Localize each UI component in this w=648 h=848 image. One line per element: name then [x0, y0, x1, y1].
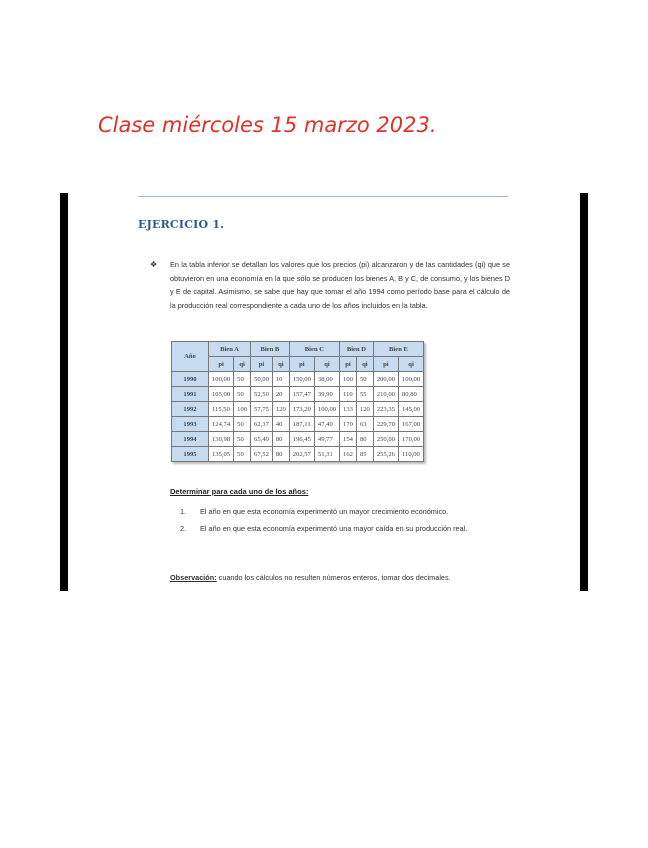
subheader: qi	[356, 357, 373, 372]
year-cell: 1993	[172, 417, 209, 432]
group-header: Bien B	[251, 342, 290, 357]
subheader: pi	[340, 357, 357, 372]
value-cell: 150,00	[289, 372, 314, 387]
group-header: Bien A	[209, 342, 251, 357]
goods-table	[171, 341, 424, 462]
value-cell: 120	[356, 402, 373, 417]
year-cell: 1991	[172, 387, 209, 402]
value-cell: 200,00	[373, 372, 398, 387]
value-cell: 62,37	[251, 417, 273, 432]
table-subheader-row	[172, 357, 424, 372]
value-cell: 100	[234, 402, 251, 417]
tasks-list	[180, 503, 510, 537]
intro-paragraph: En la tabla inferior se detallan los valores que los precios (pi) alcanzaron y de las cantidades (qi) que se obtuvieron en una economía en la que sólo se producen los bienes A, B y C, de consumo, y los bienes D y E de capital. Asimismo, se sabe que hay que tomar el año 1994 como período base para el cálculo de la producción real correspondiente a cada uno de los años incluidos en la tabla.	[170, 260, 510, 310]
table-row	[172, 372, 424, 387]
subheader: qi	[234, 357, 251, 372]
table-row	[172, 432, 424, 447]
handwritten-note-text: Clase miércoles 15 marzo 2023.	[98, 113, 437, 137]
value-cell: 50	[234, 447, 251, 462]
value-cell: 50,00	[251, 372, 273, 387]
value-cell: 80	[272, 447, 289, 462]
value-cell: 49,77	[314, 432, 339, 447]
value-cell: 250,00	[373, 432, 398, 447]
observation-text: cuando los cálculos no resulten números enteros, tomar dos decimales.	[216, 573, 451, 582]
value-cell: 105,00	[209, 387, 234, 402]
page-edge-right	[580, 193, 588, 591]
handwritten-note	[96, 104, 456, 144]
diamond-bullet-icon: ❖	[150, 260, 158, 269]
value-cell: 80	[356, 432, 373, 447]
header-rule	[138, 196, 508, 197]
value-cell: 100,00	[314, 402, 339, 417]
value-cell: 255,26	[373, 447, 398, 462]
value-cell: 130,98	[209, 432, 234, 447]
subheader: pi	[209, 357, 234, 372]
value-cell: 167,00	[398, 417, 423, 432]
value-cell: 50	[234, 387, 251, 402]
item-number: 2.	[180, 524, 187, 533]
year-cell: 1990	[172, 372, 209, 387]
table-row	[172, 402, 424, 417]
table-row	[172, 417, 424, 432]
value-cell: 20	[272, 387, 289, 402]
value-cell: 50	[234, 417, 251, 432]
value-cell: 100,00	[209, 372, 234, 387]
value-cell: 100,00	[398, 372, 423, 387]
value-cell: 223,35	[373, 402, 398, 417]
table-body	[172, 372, 424, 462]
value-cell: 52,50	[251, 387, 273, 402]
value-cell: 63	[356, 417, 373, 432]
value-cell: 110	[340, 387, 357, 402]
value-cell: 173,20	[289, 402, 314, 417]
value-cell: 40	[272, 417, 289, 432]
table-header-row	[172, 342, 424, 357]
subheader: pi	[251, 357, 273, 372]
value-cell: 202,57	[289, 447, 314, 462]
table-row	[172, 387, 424, 402]
value-cell: 154	[340, 432, 357, 447]
value-cell: 80,80	[398, 387, 423, 402]
value-cell: 187,11	[289, 417, 314, 432]
value-cell: 39,90	[314, 387, 339, 402]
value-cell: 170,00	[398, 432, 423, 447]
value-cell: 135,05	[209, 447, 234, 462]
value-cell: 10	[272, 372, 289, 387]
observation	[170, 573, 451, 582]
value-cell: 162	[340, 447, 357, 462]
value-cell: 38,00	[314, 372, 339, 387]
value-cell: 50	[234, 372, 251, 387]
group-header: Bien D	[340, 342, 374, 357]
value-cell: 50	[234, 432, 251, 447]
value-cell: 120	[272, 402, 289, 417]
item-text: El año en que esta economía experimentó un mayor crecimiento económico.	[200, 507, 449, 516]
value-cell: 115,50	[209, 402, 234, 417]
observation-label: Observación:	[170, 573, 217, 582]
value-cell: 55	[356, 387, 373, 402]
group-header: Bien E	[373, 342, 423, 357]
table-row	[172, 447, 424, 462]
value-cell: 110,00	[398, 447, 423, 462]
group-header: Bien C	[289, 342, 339, 357]
value-cell: 67,52	[251, 447, 273, 462]
page-edge-left	[60, 193, 68, 591]
value-cell: 229,70	[373, 417, 398, 432]
subheader: qi	[314, 357, 339, 372]
value-cell: 51,31	[314, 447, 339, 462]
value-cell: 210,00	[373, 387, 398, 402]
value-cell: 157,47	[289, 387, 314, 402]
year-cell: 1992	[172, 402, 209, 417]
year-cell: 1995	[172, 447, 209, 462]
subheader: qi	[398, 357, 423, 372]
value-cell: 80	[272, 432, 289, 447]
exercise-title: EJERCICIO 1.	[138, 218, 225, 231]
value-cell: 145,00	[398, 402, 423, 417]
item-number: 1.	[180, 507, 187, 516]
year-cell: 1994	[172, 432, 209, 447]
list-item	[180, 503, 510, 520]
list-item	[180, 520, 510, 537]
subheader: pi	[289, 357, 314, 372]
year-header: Año	[172, 342, 209, 372]
value-cell: 65,49	[251, 432, 273, 447]
value-cell: 170	[340, 417, 357, 432]
tasks-heading: Determinar para cada uno de los años:	[170, 487, 309, 496]
value-cell: 85	[356, 447, 373, 462]
value-cell: 124,74	[209, 417, 234, 432]
item-text: El año en que esta economía experimentó una mayor caída en su producción real.	[200, 524, 468, 533]
value-cell: 50	[356, 372, 373, 387]
subheader: pi	[373, 357, 398, 372]
exercise-intro	[150, 258, 510, 312]
subheader: qi	[272, 357, 289, 372]
value-cell: 47,40	[314, 417, 339, 432]
value-cell: 57,75	[251, 402, 273, 417]
value-cell: 133	[340, 402, 357, 417]
value-cell: 100	[340, 372, 357, 387]
value-cell: 196,45	[289, 432, 314, 447]
